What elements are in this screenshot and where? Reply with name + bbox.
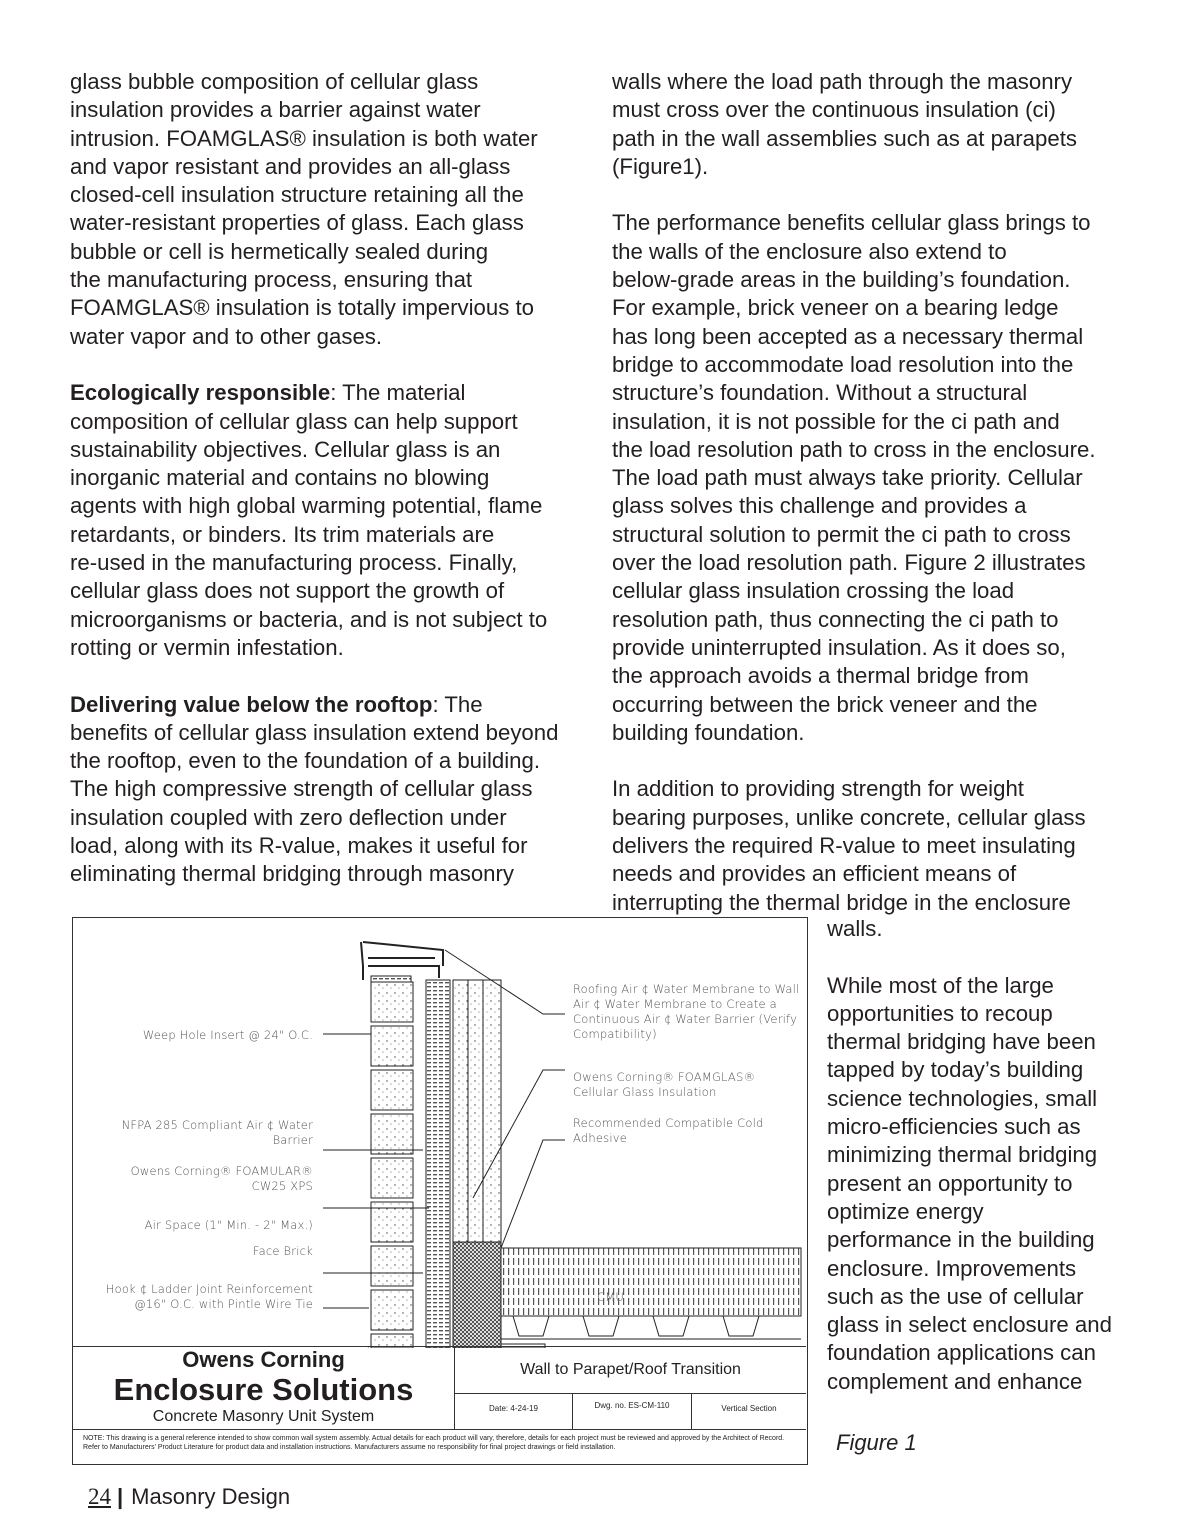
line-text: the approach avoids a thermal bridge from (612, 663, 1029, 689)
body-column-right-lower (827, 915, 1112, 1396)
line-text: opportunities to recoup (827, 1000, 1053, 1026)
line-text: tapped by today’s building (827, 1057, 1084, 1083)
text-line (70, 125, 558, 153)
line-text: agents with high global warming potential, flame (70, 493, 543, 519)
line-text: needs and provides an efficient means of (612, 861, 1017, 887)
text-line (70, 379, 558, 407)
text-line (612, 96, 1096, 124)
line-text: bridge to accommodate load resolution into the (612, 351, 1074, 377)
text-line (612, 68, 1096, 96)
line-text: intrusion. FOAMGLAS® insulation is both water (70, 125, 538, 151)
line-text: and vapor resistant and provides an all-glass (70, 153, 511, 179)
label-air-water-barrier: NFPA 285 Compliant Air ¢ Water Barrier (121, 1118, 313, 1147)
text-line (612, 634, 1096, 662)
line-text: While most of the large (827, 972, 1054, 998)
line-text: over the load resolution path. Figure 2 illustrates (612, 550, 1086, 576)
figure-caption: Figure 1 (836, 1430, 917, 1455)
text-line (827, 1339, 1112, 1367)
title-block (73, 1346, 806, 1465)
line-text: rotting or vermin infestation. (70, 634, 344, 660)
drawing-note: NOTE: This drawing is a general reference intended to show common wall system assembly. Actual details for each product will vary, therefore, details for each project must be reviewed and approved by the Architect of Record. Refer to Manufacturers' Product Literature for product data and installation instructions. Manufacturers assume no responsibility for final project drawings or field installation. (73, 1429, 806, 1465)
text-line (612, 125, 1096, 153)
label-foamular-xps: Owens Corning® FOAMULAR® CW25 XPS (130, 1164, 313, 1193)
label-roofing-membrane: Roofing Air ¢ Water Membrane to Wall Air ¢ Water Membrane to Create a Continuous Air ¢ Water Barrier (Verify Compatibility) (573, 982, 800, 1041)
text-line (612, 747, 1096, 775)
text-line (612, 549, 1096, 577)
text-line (827, 1368, 1112, 1396)
line-text: : The (432, 691, 483, 717)
line-text: walls. (827, 916, 883, 941)
line-text: present an opportunity to (827, 1170, 1073, 1196)
line-text: water-resistant properties of glass. Each glass (70, 210, 524, 236)
system-name: Concrete Masonry Unit System (152, 1408, 375, 1425)
line-text: The performance benefits cellular glass brings to (612, 210, 1091, 236)
line-text: The high compressive strength of cellular glass (70, 776, 533, 802)
text-line (70, 860, 558, 888)
line-text: For example, brick veneer on a bearing ledge (612, 295, 1059, 321)
line-text: bubble or cell is hermetically sealed during (70, 238, 489, 264)
text-line (70, 408, 558, 436)
line-text: In addition to providing strength for weight (612, 776, 1024, 802)
line-text: optimize energy (827, 1198, 984, 1224)
text-line (827, 1113, 1112, 1141)
text-line (612, 351, 1096, 379)
line-text: occurring between the brick veneer and the (612, 691, 1038, 717)
text-line (827, 1170, 1112, 1198)
page-footer (88, 1484, 290, 1510)
label-air-space: Air Space (1" Min. - 2" Max.) (144, 1218, 313, 1232)
text-line (70, 549, 558, 577)
text-line (612, 606, 1096, 634)
line-text: (Figure1). (612, 153, 709, 179)
line-text: has long been accepted as a necessary thermal (612, 323, 1084, 349)
text-line (827, 1255, 1112, 1283)
line-text: path in the wall assemblies such as at parapets (612, 125, 1077, 151)
line-text: eliminating thermal bridging through masonry (70, 861, 514, 887)
text-line (612, 577, 1096, 605)
label-cold-adhesive: Recommended Compatible Cold Adhesive (573, 1116, 764, 1145)
line-text: load, along with its R-value, makes it useful for (70, 833, 528, 859)
text-line (612, 804, 1096, 832)
line-text: re-used in the manufacturing process. Finally, (70, 550, 518, 576)
text-line (70, 521, 558, 549)
text-line (70, 96, 558, 124)
label-cmu: CMU (597, 1290, 624, 1304)
line-text: minimizing thermal bridging (827, 1142, 1098, 1168)
text-line (70, 266, 558, 294)
text-line (612, 209, 1096, 237)
text-line (827, 1311, 1112, 1339)
line-text: The load path must always take priority. Cellular (612, 465, 1083, 491)
line-text: resolution path, thus connecting the ci path to (612, 606, 1059, 632)
text-line (70, 294, 558, 322)
text-line (612, 775, 1096, 803)
line-text: such as the use of cellular (827, 1283, 1084, 1309)
text-line (827, 1028, 1112, 1056)
text-line (70, 719, 558, 747)
text-line (70, 832, 558, 860)
line-text: must cross over the continuous insulation (ci) (612, 97, 1056, 123)
text-line (827, 972, 1112, 1000)
line-text: retardants, or binders. Its trim materials are (70, 521, 495, 547)
page-number: 24 (88, 1484, 111, 1509)
line-text: insulation coupled with zero deflection under (70, 804, 507, 830)
line-text: walls where the load path through the masonry (612, 69, 1073, 94)
text-line (612, 521, 1096, 549)
text-line (70, 747, 558, 775)
bold-lead-in: Ecologically responsible (70, 380, 331, 406)
text-line (70, 153, 558, 181)
text-line (612, 323, 1096, 351)
line-text: : The material (330, 380, 466, 406)
text-line (70, 775, 558, 803)
text-line (827, 1141, 1112, 1169)
text-line (70, 181, 558, 209)
text-line (70, 691, 558, 719)
text-line (70, 804, 558, 832)
bold-lead-in: Delivering value below the rooftop (70, 691, 433, 717)
text-line (70, 464, 558, 492)
line-text: performance in the building (827, 1227, 1095, 1253)
label-weep-hole: Weep Hole Insert @ 24" O.C. (142, 1028, 313, 1042)
line-text: bearing purposes, unlike concrete, cellular glass (612, 804, 1086, 830)
text-line (612, 436, 1096, 464)
text-line (70, 209, 558, 237)
text-line (612, 181, 1096, 209)
line-text: sustainability objectives. Cellular glass is an (70, 436, 501, 462)
line-text: micro-efficiencies such as (827, 1114, 1081, 1140)
text-line (612, 153, 1096, 181)
text-line (70, 238, 558, 266)
line-text: cellular glass does not support the growth of (70, 578, 505, 604)
brand-name: Enclosure Solutions (113, 1372, 414, 1407)
text-line (70, 492, 558, 520)
text-line (612, 408, 1096, 436)
line-text: microorganisms or bacteria, and is not subject to (70, 606, 548, 632)
label-foamglas: Owens Corning® FOAMGLAS® Cellular Glass Insulation (573, 1070, 756, 1099)
line-text: foundation applications can (827, 1340, 1096, 1366)
line-text: glass bubble composition of cellular glass (70, 69, 479, 94)
text-line (827, 1226, 1112, 1254)
line-text: cellular glass insulation crossing the load (612, 578, 1015, 604)
text-line (612, 492, 1096, 520)
line-text: glass in select enclosure and (827, 1312, 1112, 1338)
line-text: complement and enhance (827, 1368, 1083, 1394)
text-line (70, 662, 558, 690)
drawing-number: Dwg. no. ES-CM-110 (573, 1394, 692, 1429)
line-text: below-grade areas in the building’s foundation. (612, 267, 1071, 293)
drawing-date: Date: 4-24-19 (455, 1394, 573, 1429)
body-column-right (612, 68, 1096, 917)
text-line (827, 943, 1112, 971)
line-text: structure’s foundation. Without a structural (612, 380, 1028, 406)
text-line (612, 832, 1096, 860)
text-line (612, 719, 1096, 747)
publication-name: Masonry Design (131, 1484, 291, 1509)
line-text: provide uninterrupted insulation. As it does so, (612, 634, 1066, 660)
text-line (612, 238, 1096, 266)
line-text: closed-cell insulation structure retaining all the (70, 182, 524, 208)
text-line (827, 915, 1112, 943)
text-line (612, 662, 1096, 690)
line-text: building foundation. (612, 719, 805, 745)
text-line (827, 1283, 1112, 1311)
line-text: enclosure. Improvements (827, 1255, 1077, 1281)
figure-1-drawing (72, 917, 808, 1465)
text-line (827, 1198, 1112, 1226)
line-text: composition of cellular glass can help support (70, 408, 518, 434)
line-text: benefits of cellular glass insulation extend beyond (70, 719, 559, 745)
text-line (70, 323, 558, 351)
line-text: insulation, it is not possible for the ci path and (612, 408, 1060, 434)
line-text: glass solves this challenge and provides a (612, 493, 1027, 519)
text-line (612, 294, 1096, 322)
text-line (70, 351, 558, 379)
company-name: Owens Corning (182, 1347, 345, 1372)
text-line (70, 634, 558, 662)
text-line (70, 68, 558, 96)
text-line (70, 436, 558, 464)
drawing-title: Wall to Parapet/Roof Transition (455, 1347, 806, 1394)
text-line (612, 266, 1096, 294)
line-text: insulation provides a barrier against water (70, 97, 481, 123)
line-text: thermal bridging have been (827, 1029, 1096, 1055)
text-line (827, 1056, 1112, 1084)
drawing-view: Vertical Section (721, 1404, 777, 1413)
line-text: the rooftop, even to the foundation of a building. (70, 748, 540, 774)
text-line (70, 577, 558, 605)
line-text: delivers the required R-value to meet insulating (612, 833, 1076, 859)
line-text: science technologies, small (827, 1085, 1098, 1111)
line-text: the manufacturing process, ensuring that (70, 267, 473, 293)
line-text: the load resolution path to cross in the enclosure. (612, 436, 1096, 462)
text-line (70, 606, 558, 634)
text-line (612, 464, 1096, 492)
text-line (612, 691, 1096, 719)
line-text: FOAMGLAS® insulation is totally impervious to (70, 295, 534, 321)
text-line (827, 1085, 1112, 1113)
text-line (612, 379, 1096, 407)
line-text: water vapor and to other gases. (70, 323, 383, 349)
footer-separator: | (117, 1484, 124, 1509)
label-face-brick: Face Brick (252, 1244, 313, 1258)
text-line (612, 860, 1096, 888)
line-text: structural solution to permit the ci path to cross (612, 521, 1071, 547)
line-text: inorganic material and contains no blowing (70, 465, 490, 491)
body-column-left (70, 68, 558, 889)
text-line (612, 889, 1096, 917)
label-joint-reinforcement: Hook ¢ Ladder Joint Reinforcement @16" O.C. with Pintle Wire Tie (105, 1282, 313, 1311)
text-line (827, 1000, 1112, 1028)
line-text: the walls of the enclosure also extend to (612, 238, 1007, 264)
line-text: interrupting the thermal bridge in the enclosure (612, 889, 1071, 915)
